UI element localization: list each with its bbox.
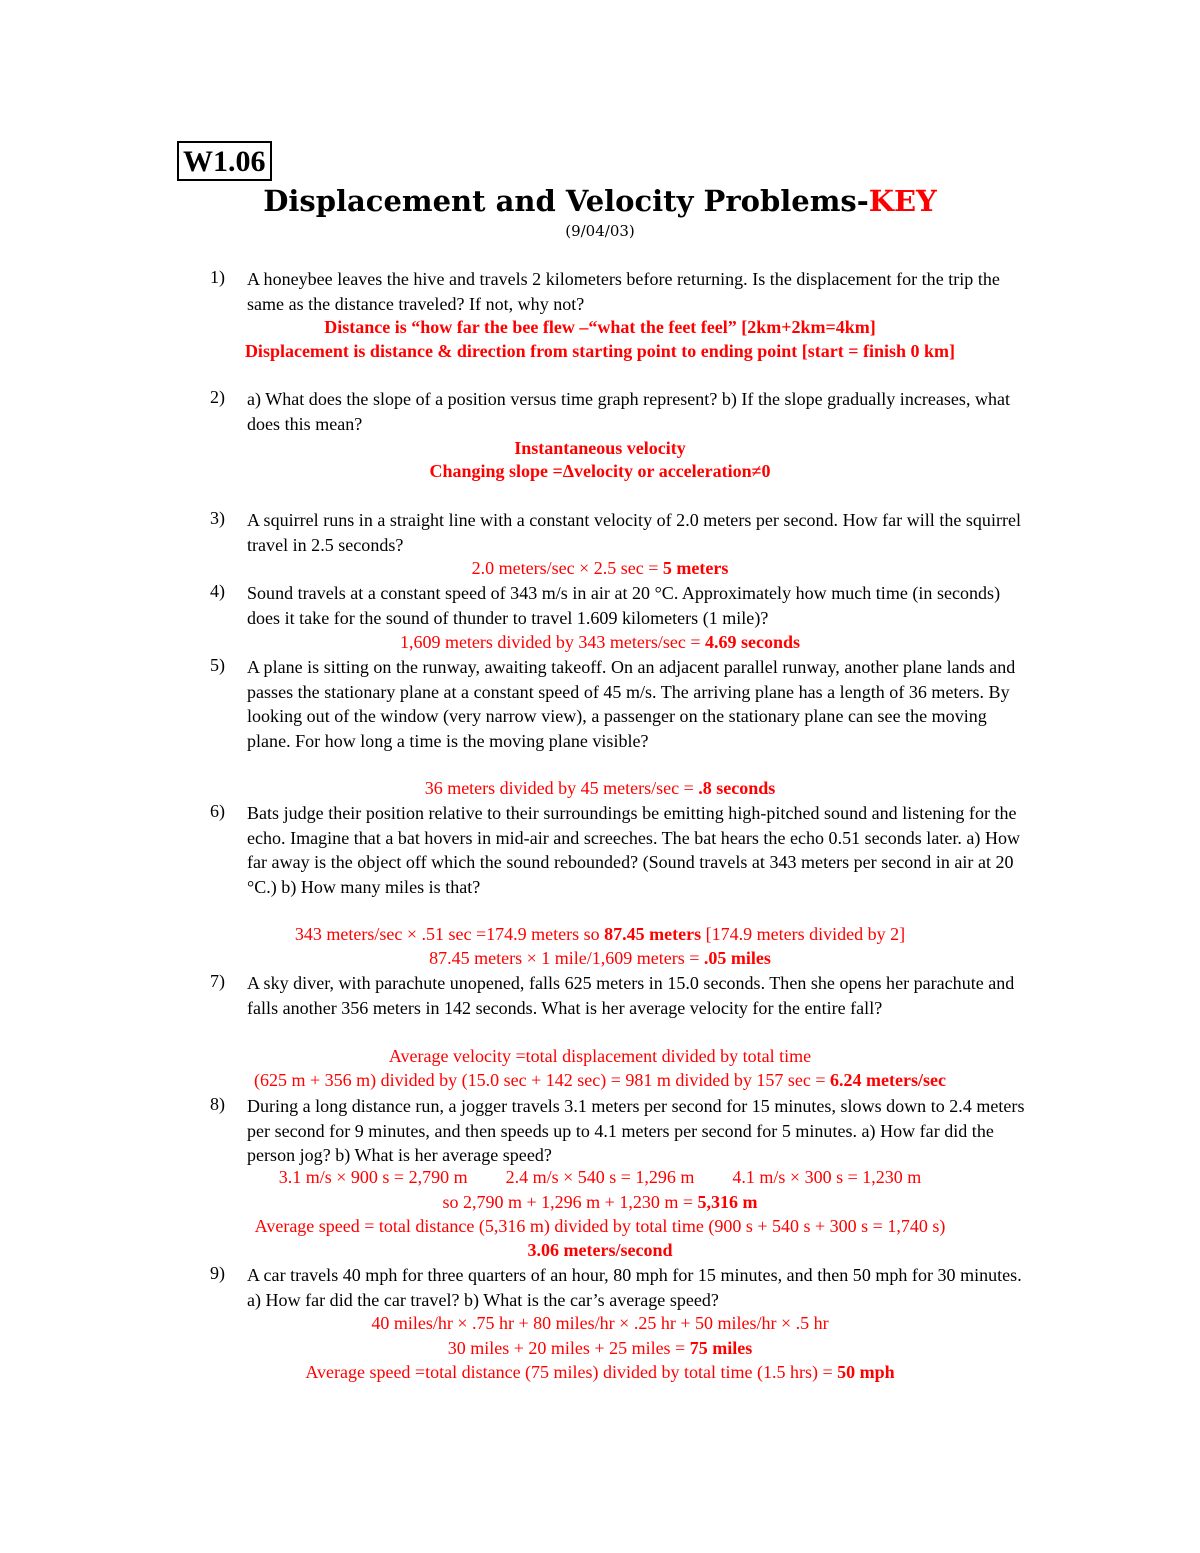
question-text: a) What does the slope of a position versus time graph represent? b) If the slope gradually increases, what does this mean? xyxy=(247,389,1011,434)
answer-bold: .8 seconds xyxy=(698,778,776,798)
answer-bold: 50 mph xyxy=(837,1362,895,1382)
answer-plain: 36 meters divided by 45 meters/sec = xyxy=(424,778,699,798)
question-text: A honeybee leaves the hive and travels 2 kilometers before returning. Is the displacement for the trip the same as the distance traveled? If not, why not? xyxy=(247,269,1000,314)
question-text: A squirrel runs in a straight line with a constant velocity of 2.0 meters per second. How far will the squirrel travel in 2.5 seconds? xyxy=(247,510,1022,555)
question-text: Sound travels at a constant speed of 343 m/s in air at 20 °C. Approximately how much time (in seconds) does it take for the sound of thunder to travel 1.609 kilometers (1 mile)? xyxy=(247,583,1001,628)
calc-1: 3.1 m/s × 900 s = 2,790 m xyxy=(278,1167,468,1187)
question-text: Bats judge their position relative to their surroundings be emitting high-pitched sound and listening for the echo. Imagine that a bat hovers in mid-air and screeches. The bat hears the echo 0.51 seconds later. a) How far away is the object off which the sound rebounded? (Sound travels at 343 meters per second in air at 20 °C.) b) How many miles is that? xyxy=(247,803,1021,897)
question-text: During a long distance run, a jogger travels 3.1 meters per second for 15 minutes, slows down to 2.4 meters per second for 9 minutes, and then speeds up to 4.1 meters per second for 5 minutes. a) How far did the person jog? b) What is her average speed? xyxy=(247,1096,1025,1165)
answer-line: Distance is “how far the bee flew –“what the feet feel” [2km+2km=4km] xyxy=(324,317,876,337)
answer-line xyxy=(150,630,1050,655)
answer-plain: Average speed =total distance (75 miles) divided by total time (1.5 hrs) = xyxy=(305,1362,838,1382)
question-number: 4) xyxy=(210,581,225,601)
answer-bold: 75 miles xyxy=(689,1338,753,1358)
page-title xyxy=(0,184,1200,218)
answer-line xyxy=(150,1068,1050,1093)
question-number: 5) xyxy=(210,655,225,675)
answer-line xyxy=(150,922,1050,947)
answer-line: Instantaneous velocity xyxy=(514,438,686,458)
answer-line: Average speed = total distance (5,316 m) divided by total time (900 s + 540 s + 300 s = 1,740 s) xyxy=(254,1216,946,1236)
answer-line xyxy=(150,1190,1050,1215)
question-text: A sky diver, with parachute unopened, falls 625 meters in 15.0 seconds. Then she opens her parachute and falls another 356 meters in 142 seconds. What is her average velocity for the entire fall? xyxy=(247,973,1015,1018)
page-date: (9/04/03) xyxy=(565,222,635,240)
answer-line: 40 miles/hr × .75 hr + 80 miles/hr × .25 hr + 50 miles/hr × .5 hr xyxy=(371,1313,829,1333)
answer-plain: 87.45 meters × 1 mile/1,609 meters = xyxy=(429,948,704,968)
worksheet-code: W1.06 xyxy=(177,141,272,181)
question-number: 9) xyxy=(210,1263,225,1283)
question-number: 1) xyxy=(210,267,225,287)
answer-bold: 5,316 m xyxy=(697,1192,758,1212)
answer-line: 3.06 meters/second xyxy=(527,1240,673,1260)
answer-line: Average velocity =total displacement divided by total time xyxy=(388,1046,812,1066)
answer-plain: (625 m + 356 m) divided by (15.0 sec + 142 sec) = 981 m divided by 157 sec = xyxy=(254,1070,831,1090)
answer-plain: 1,609 meters divided by 343 meters/sec = xyxy=(399,632,706,652)
question-number: 7) xyxy=(210,971,225,991)
calc-2: 2.4 m/s × 540 s = 1,296 m xyxy=(505,1167,695,1187)
question-number: 2) xyxy=(210,387,225,407)
answer-line: Displacement is distance & direction from starting point to ending point [start = finish 0 km] xyxy=(244,341,956,361)
answer-line: Changing slope =Δvelocity or acceleration≠0 xyxy=(429,461,771,481)
answer-line xyxy=(150,776,1050,801)
answer-plain: 30 miles + 20 miles + 25 miles = xyxy=(447,1338,690,1358)
answer-line xyxy=(150,556,1050,581)
answer-bold: 87.45 meters xyxy=(604,924,702,944)
question-number: 3) xyxy=(210,508,225,528)
title-key: KEY xyxy=(868,184,937,218)
answer-bold: 6.24 meters/sec xyxy=(830,1070,946,1090)
answer-bold: 4.69 seconds xyxy=(705,632,801,652)
answer-line xyxy=(150,1165,1050,1190)
title-main: Displacement and Velocity Problems- xyxy=(263,184,869,218)
calc-3: 4.1 m/s × 300 s = 1,230 m xyxy=(732,1167,922,1187)
question-number: 8) xyxy=(210,1094,225,1114)
question-text: A car travels 40 mph for three quarters of an hour, 80 mph for 15 minutes, and then 50 mph for 30 minutes. a) How far did the car travel? b) What is the car’s average speed? xyxy=(247,1265,1022,1310)
question-number: 6) xyxy=(210,801,225,821)
answer-bold: 5 meters xyxy=(662,558,729,578)
answer-line xyxy=(150,1336,1050,1361)
answer-bold: .05 miles xyxy=(703,948,771,968)
answer-plain: 343 meters/sec × .51 sec =174.9 meters so xyxy=(294,924,605,944)
question-text: A plane is sitting on the runway, awaiting takeoff. On an adjacent parallel runway, another plane lands and passes the stationary plane at a constant speed of 45 m/s. The arriving plane has a length of 36 meters. By looking out of the window (very narrow view), a passenger on the stationary plane can see the moving plane. For how long a time is the moving plane visible? xyxy=(247,657,1016,751)
answer-tail: [174.9 meters divided by 2] xyxy=(701,924,906,944)
answer-line xyxy=(150,1360,1050,1385)
answer-plain: so 2,790 m + 1,296 m + 1,230 m = xyxy=(442,1192,698,1212)
answer-line xyxy=(150,946,1050,971)
answer-plain: 2.0 meters/sec × 2.5 sec = xyxy=(471,558,663,578)
